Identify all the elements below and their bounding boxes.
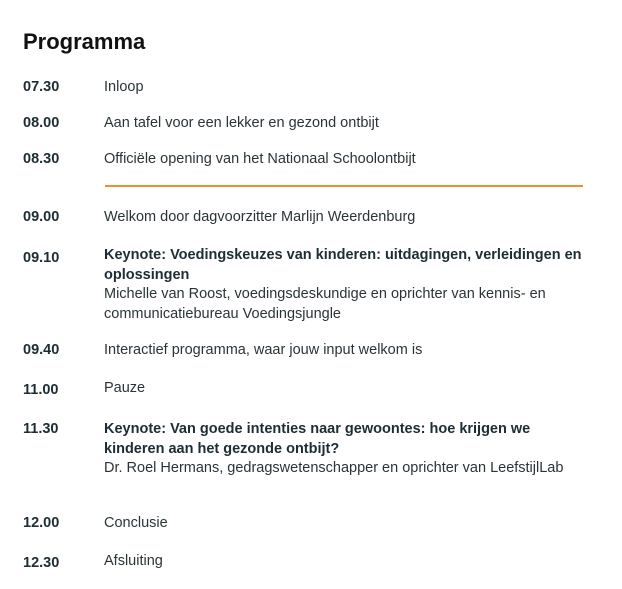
schedule-description: Pauze [104,380,146,396]
schedule-description: Afsluiting [104,553,163,569]
schedule-time: 11.00 [23,382,59,398]
schedule-time: 08.00 [23,115,60,131]
schedule-description: Conclusie [104,515,168,531]
schedule-description [104,246,594,324]
keynote-speaker: Michelle van Roost, voedingsdeskundige en oprichter van kennis- en communicatiebureau Voedingsjungle [104,286,546,322]
schedule-description: Welkom door dagvoorzitter Marlijn Weerdenburg [104,209,416,225]
schedule-description: Officiële opening van het Nationaal Schoolontbijt [104,151,416,167]
keynote-speaker: Dr. Roel Hermans, gedragswetenschapper en oprichter van LeefstijlLab [104,460,564,476]
schedule-description: Inloop [104,79,144,95]
schedule-description [104,420,594,479]
keynote-title: Keynote: Voedingskeuzes van kinderen: uitdagingen, verleidingen en oplossingen [104,247,582,283]
schedule-description: Interactief programma, waar jouw input welkom is [104,342,423,358]
section-divider [105,185,583,187]
page-title: Programma [23,29,146,54]
keynote-title: Keynote: Van goede intenties naar gewoontes: hoe krijgen we kinderen aan het gezonde ontbijt? [104,421,531,457]
schedule-description: Aan tafel voor een lekker en gezond ontbijt [104,115,379,131]
schedule-time: 09.40 [23,342,60,358]
schedule-time: 11.30 [23,421,59,437]
schedule-time: 12.30 [23,555,60,571]
schedule-time: 09.10 [23,250,60,266]
schedule-time: 07.30 [23,79,60,95]
schedule-time: 12.00 [23,515,60,531]
schedule-time: 08.30 [23,151,60,167]
schedule-time: 09.00 [23,209,60,225]
